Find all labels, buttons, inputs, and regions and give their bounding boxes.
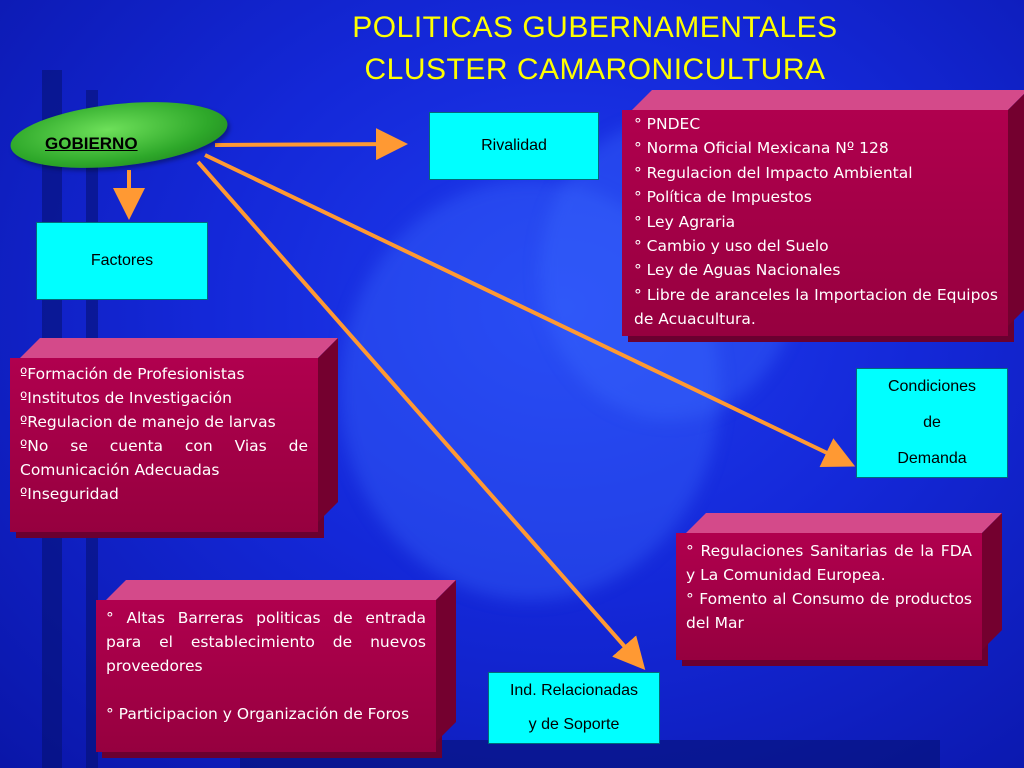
factores-label: Factores xyxy=(90,252,154,269)
list-item: ° Altas Barreras politicas de entrada para el establecimiento de nuevos proveedores xyxy=(106,609,426,675)
list-item: ºRegulacion de manejo de larvas xyxy=(20,413,276,431)
list-item: ° Regulaciones Sanitarias de la FDA y La Comunidad Europea. xyxy=(686,542,972,584)
list-item: ° Ley de Aguas Nacionales xyxy=(634,261,841,280)
rivalidad-box xyxy=(429,112,599,180)
condiciones-label: de xyxy=(923,414,941,431)
rivalidad-label: Rivalidad xyxy=(481,137,547,154)
list-item: ° Norma Oficial Mexicana Nº 128 xyxy=(634,139,889,158)
list-item: ° Libre de aranceles la Importacion de Equipos de Acuacultura. xyxy=(634,285,998,329)
page-title: POLITICAS GUBERNAMENTALES xyxy=(352,11,838,44)
arrow-gobierno-rivalidad xyxy=(215,144,400,145)
ind-relacionadas-box xyxy=(488,672,660,744)
list-item: ° Política de Impuestos xyxy=(634,188,812,207)
rivalidad-list-box xyxy=(622,110,1008,336)
ind-relacionadas-label: y de Soporte xyxy=(528,716,620,733)
factores-box xyxy=(36,222,208,300)
list-item: ° Ley Agraria xyxy=(634,212,736,231)
list-item: ºInstitutos de Investigación xyxy=(20,389,232,407)
list-item: ° Fomento al Consumo de productos del Mar xyxy=(686,590,972,632)
list-item: ºInseguridad xyxy=(20,485,119,503)
list-item: ºFormación de Profesionistas xyxy=(20,365,245,383)
factores-list-box xyxy=(10,358,318,532)
page-subtitle: CLUSTER CAMARONICULTURA xyxy=(364,53,826,86)
gobierno-label: GOBIERNO xyxy=(45,134,138,153)
condiciones-label: Condiciones xyxy=(887,378,977,395)
list-item: ºNo se cuenta con Vias de Comunicación Adecuadas xyxy=(20,437,308,479)
list-item: ° Cambio y uso del Suelo xyxy=(634,237,829,256)
condiciones-demanda-box xyxy=(856,368,1008,478)
condiciones-label: Demanda xyxy=(897,450,967,467)
list-item: ° PNDEC xyxy=(634,115,701,133)
list-item: ° Participacion y Organización de Foros xyxy=(106,705,410,723)
soporte-list-box xyxy=(96,600,436,752)
list-item: ° Regulacion del Impacto Ambiental xyxy=(634,163,913,182)
ind-relacionadas-label: Ind. Relacionadas xyxy=(509,682,639,699)
demanda-list-box xyxy=(676,533,982,660)
